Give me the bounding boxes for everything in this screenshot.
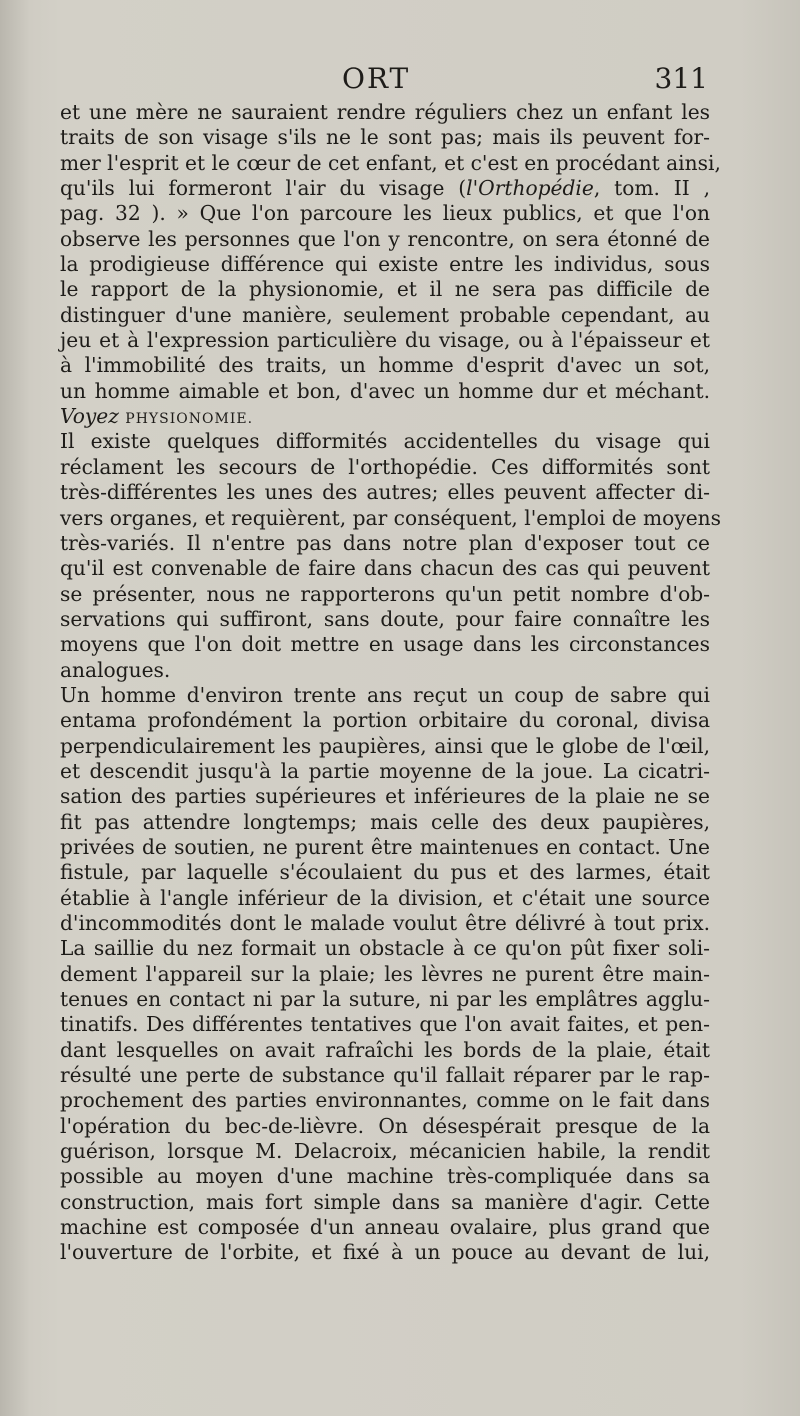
- text-line: distinguer d'une manière, seulement probable cependant, au: [60, 302, 710, 327]
- text-line: prochement des parties environnantes, comme on le fait dans: [60, 1088, 710, 1113]
- page-number: 311: [654, 62, 708, 95]
- text-line: tenues en contact ni par la suture, ni par les emplâtres agglu-: [60, 987, 710, 1012]
- text-line: sation des parties supérieures et inférieures de la plaie ne se: [60, 784, 710, 809]
- text-line: construction, mais fort simple dans sa manière d'agir. Cette: [60, 1189, 710, 1214]
- text-line: privées de soutien, ne purent être maintenues en contact. Une: [60, 834, 710, 859]
- text-line: établie à l'angle inférieur de la division, et c'était une source: [60, 885, 710, 910]
- text-line: dant lesquelles on avait rafraîchi les bords de la plaie, était: [60, 1037, 710, 1062]
- text-line: machine est composée d'un anneau ovalaire, plus grand que: [60, 1215, 710, 1240]
- text-line: [60, 404, 710, 429]
- text-line: à l'immobilité des traits, un homme d'esprit d'avec un sot,: [60, 353, 710, 378]
- text-line: fit pas attendre longtemps; mais celle des deux paupières,: [60, 809, 710, 834]
- text-line: résulté une perte de substance qu'il fallait réparer par le rap-: [60, 1063, 710, 1088]
- text-line: servations qui suffiront, sans doute, pour faire connaître les: [60, 606, 710, 631]
- text-line: possible au moyen d'une machine très-compliquée dans sa: [60, 1164, 710, 1189]
- text-line: observe les personnes que l'on y rencontre, on sera étonné de: [60, 226, 710, 251]
- text-line: d'incommodités dont le malade voulut être délivré à tout prix.: [60, 911, 710, 935]
- text-line: se présenter, nous ne rapporterons qu'un petit nombre d'ob-: [60, 581, 710, 606]
- text-line: un homme aimable et bon, d'avec un homme dur et méchant.: [60, 378, 710, 403]
- text-line: réclament les secours de l'orthopédie. Ces difformités sont: [60, 454, 710, 479]
- text-line: l'opération du bec-de-lièvre. On désespérait presque de la: [60, 1113, 710, 1138]
- text-line: dement l'appareil sur la plaie; les lèvres ne purent être main-: [60, 961, 710, 986]
- text-line: jeu et à l'expression particulière du visage, ou à l'épaisseur et: [60, 328, 710, 353]
- text-line: très-variés. Il n'entre pas dans notre plan d'exposer tout ce: [60, 530, 710, 555]
- text-line: vers organes, et requièrent, par conséquent, l'emploi de moyens: [60, 505, 722, 530]
- text-line: Un homme d'environ trente ans reçut un coup de sabre qui: [60, 682, 710, 707]
- book-title: l'Orthopédie: [466, 176, 594, 201]
- text-line: La saillie du nez formait un obstacle à ce qu'on pût fixer soli-: [60, 936, 710, 961]
- page-header: [120, 62, 720, 98]
- cross-reference: PHYSIONOMIE.: [125, 411, 254, 428]
- text-line: la prodigieuse différence qui existe entre les individus, sous: [60, 252, 710, 277]
- text-line: et descendit jusqu'à la partie moyenne de la joue. La cicatri-: [60, 758, 710, 783]
- text-fragment: qu'ils lui formeront l'air du visage (: [60, 176, 467, 201]
- text-line: analogues.: [60, 657, 171, 682]
- text-line: le rapport de la physionomie, et il ne sera pas difficile de: [60, 277, 710, 302]
- text-line: mer l'esprit et le cœur de cet enfant, et c'est en procédant ainsi,: [60, 150, 721, 175]
- body-text: [60, 100, 722, 1266]
- text-line: guérison, lorsque M. Delacroix, mécanicien habile, la rendit: [60, 1139, 710, 1164]
- text-line: qu'il est convenable de faire dans chacun des cas qui peuvent: [60, 556, 710, 581]
- text-fragment: , tom. II ,: [593, 176, 710, 201]
- text-line: [60, 176, 710, 201]
- running-head: ORT: [342, 62, 411, 95]
- see-also-label: Voyez: [60, 404, 119, 429]
- text-line: entama profondément la portion orbitaire du coronal, divisa: [60, 708, 710, 733]
- text-line: fistule, par laquelle s'écoulaient du pus et des larmes, était: [60, 860, 710, 885]
- text-line: l'ouverture de l'orbite, et fixé à un pouce au devant de lui,: [60, 1240, 710, 1265]
- text-line: tinatifs. Des différentes tentatives que l'on avait faites, et pen-: [60, 1012, 710, 1037]
- text-line: pag. 32 ). » Que l'on parcoure les lieux publics, et que l'on: [60, 201, 710, 226]
- text-line: perpendiculairement les paupières, ainsi que le globe de l'œil,: [60, 733, 710, 758]
- text-line: Il existe quelques difformités accidentelles du visage qui: [60, 429, 710, 454]
- text-line: très-différentes les unes des autres; elles peuvent affecter di-: [60, 480, 710, 505]
- text-line: et une mère ne sauraient rendre réguliers chez un enfant les: [60, 100, 710, 124]
- text-line: traits de son visage s'ils ne le sont pas; mais ils peuvent for-: [60, 125, 710, 150]
- text-line: moyens que l'on doit mettre en usage dans les circonstances: [60, 632, 710, 657]
